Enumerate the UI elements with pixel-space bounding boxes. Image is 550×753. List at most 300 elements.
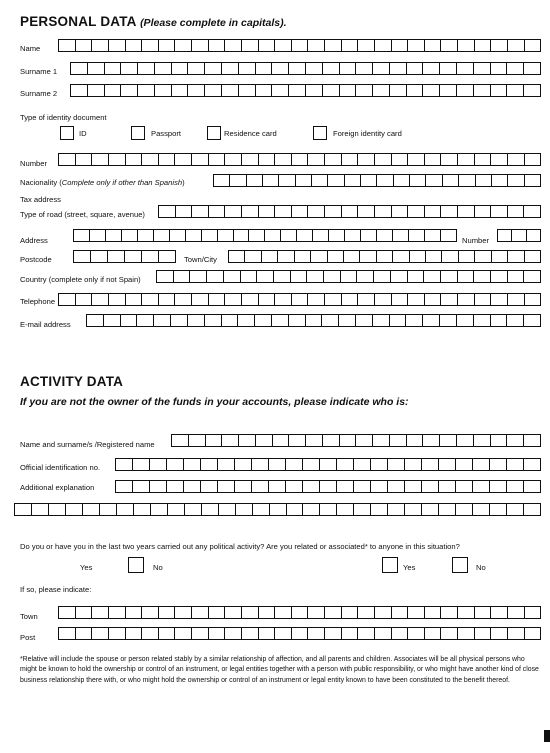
character-cell[interactable] (241, 39, 258, 52)
character-cell[interactable] (264, 229, 280, 242)
character-cell[interactable] (108, 627, 125, 640)
character-cell[interactable] (291, 293, 308, 306)
character-cell[interactable] (439, 434, 456, 447)
character-cell[interactable] (91, 606, 108, 619)
character-cell[interactable] (507, 250, 523, 263)
character-cell[interactable] (254, 314, 271, 327)
character-cell[interactable] (104, 62, 121, 75)
character-cell[interactable] (307, 153, 324, 166)
character-cell[interactable] (404, 480, 421, 493)
character-cell[interactable] (158, 153, 175, 166)
character-cell[interactable] (48, 503, 65, 516)
character-cell[interactable] (507, 627, 524, 640)
character-cell[interactable] (343, 250, 359, 263)
character-cell[interactable] (457, 270, 474, 283)
character-cell[interactable] (305, 84, 322, 97)
character-cell[interactable] (336, 503, 353, 516)
document-number-field[interactable] (58, 153, 541, 166)
character-cell[interactable] (489, 480, 506, 493)
character-cell[interactable] (241, 606, 258, 619)
character-cell[interactable] (223, 270, 240, 283)
character-cell[interactable] (507, 205, 524, 218)
character-cell[interactable] (204, 84, 221, 97)
character-cell[interactable] (238, 62, 255, 75)
character-cell[interactable] (107, 250, 124, 263)
character-cell[interactable] (73, 250, 90, 263)
character-cell[interactable] (125, 293, 142, 306)
character-cell[interactable] (425, 250, 441, 263)
character-cell[interactable] (158, 293, 175, 306)
character-cell[interactable] (268, 480, 285, 493)
character-cell[interactable] (87, 84, 104, 97)
character-cell[interactable] (473, 84, 490, 97)
character-cell[interactable] (296, 229, 312, 242)
character-cell[interactable] (274, 627, 291, 640)
character-cell[interactable] (457, 205, 474, 218)
character-cell[interactable] (338, 314, 355, 327)
owner-name-field[interactable] (171, 434, 541, 447)
character-cell[interactable] (440, 270, 457, 283)
character-cell[interactable] (372, 62, 389, 75)
character-cell[interactable] (241, 627, 258, 640)
character-cell[interactable] (70, 62, 87, 75)
character-cell[interactable] (387, 480, 404, 493)
character-cell[interactable] (524, 627, 542, 640)
character-cell[interactable] (473, 270, 490, 283)
character-cell[interactable] (125, 627, 142, 640)
character-cell[interactable] (404, 458, 421, 471)
character-cell[interactable] (392, 250, 408, 263)
character-cell[interactable] (474, 606, 491, 619)
character-cell[interactable] (376, 174, 392, 187)
character-cell[interactable] (370, 458, 387, 471)
character-cell[interactable] (174, 627, 191, 640)
character-cell[interactable] (185, 229, 201, 242)
character-cell[interactable] (324, 627, 341, 640)
character-cell[interactable] (234, 458, 251, 471)
character-cell[interactable] (506, 84, 523, 97)
character-cell[interactable] (115, 458, 132, 471)
character-cell[interactable] (376, 229, 392, 242)
character-cell[interactable] (58, 39, 75, 52)
character-cell[interactable] (221, 84, 238, 97)
character-cell[interactable] (290, 270, 307, 283)
character-cell[interactable] (455, 458, 472, 471)
character-cell[interactable] (174, 606, 191, 619)
character-cell[interactable] (457, 293, 474, 306)
character-cell[interactable] (137, 229, 153, 242)
character-cell[interactable] (324, 153, 341, 166)
character-cell[interactable] (389, 62, 406, 75)
character-cell[interactable] (357, 606, 374, 619)
character-cell[interactable] (277, 250, 293, 263)
character-cell[interactable] (271, 314, 288, 327)
character-cell[interactable] (302, 503, 319, 516)
character-cell[interactable] (422, 434, 439, 447)
character-cell[interactable] (241, 205, 258, 218)
character-cell[interactable] (218, 503, 235, 516)
character-cell[interactable] (200, 480, 217, 493)
character-cell[interactable] (406, 434, 423, 447)
character-cell[interactable] (167, 503, 184, 516)
character-cell[interactable] (103, 314, 120, 327)
character-cell[interactable] (490, 84, 507, 97)
character-cell[interactable] (184, 503, 201, 516)
character-cell[interactable] (424, 153, 441, 166)
character-cell[interactable] (312, 229, 328, 242)
character-cell[interactable] (442, 174, 458, 187)
character-cell[interactable] (457, 606, 474, 619)
character-cell[interactable] (355, 84, 372, 97)
character-cell[interactable] (288, 314, 305, 327)
character-cell[interactable] (387, 458, 404, 471)
character-cell[interactable] (285, 458, 302, 471)
town-city-field[interactable] (228, 250, 541, 263)
character-cell[interactable] (506, 314, 523, 327)
character-cell[interactable] (336, 458, 353, 471)
character-cell[interactable] (255, 84, 272, 97)
character-cell[interactable] (133, 503, 150, 516)
character-cell[interactable] (355, 62, 372, 75)
character-cell[interactable] (490, 39, 507, 52)
character-cell[interactable] (187, 84, 204, 97)
character-cell[interactable] (246, 174, 262, 187)
character-cell[interactable] (305, 434, 322, 447)
character-cell[interactable] (407, 270, 424, 283)
character-cell[interactable] (422, 314, 439, 327)
character-cell[interactable] (523, 84, 541, 97)
character-cell[interactable] (221, 62, 238, 75)
character-cell[interactable] (120, 314, 137, 327)
character-cell[interactable] (353, 458, 370, 471)
character-cell[interactable] (424, 205, 441, 218)
character-cell[interactable] (324, 205, 341, 218)
character-cell[interactable] (472, 503, 489, 516)
character-cell[interactable] (458, 174, 474, 187)
character-cell[interactable] (353, 503, 370, 516)
character-cell[interactable] (439, 62, 456, 75)
character-cell[interactable] (389, 434, 406, 447)
character-cell[interactable] (241, 293, 258, 306)
character-cell[interactable] (405, 314, 422, 327)
character-cell[interactable] (475, 174, 491, 187)
character-cell[interactable] (158, 39, 175, 52)
character-cell[interactable] (268, 458, 285, 471)
character-cell[interactable] (272, 434, 289, 447)
character-cell[interactable] (125, 606, 142, 619)
character-cell[interactable] (191, 293, 208, 306)
character-cell[interactable] (319, 480, 336, 493)
character-cell[interactable] (456, 84, 473, 97)
character-cell[interactable] (291, 205, 308, 218)
character-cell[interactable] (58, 153, 75, 166)
character-cell[interactable] (224, 205, 241, 218)
character-cell[interactable] (409, 174, 425, 187)
character-cell[interactable] (104, 84, 121, 97)
character-cell[interactable] (357, 153, 374, 166)
character-cell[interactable] (295, 174, 311, 187)
character-cell[interactable] (166, 480, 183, 493)
character-cell[interactable] (124, 250, 141, 263)
character-cell[interactable] (274, 293, 291, 306)
character-cell[interactable] (507, 174, 523, 187)
character-cell[interactable] (291, 627, 308, 640)
character-cell[interactable] (251, 458, 268, 471)
character-cell[interactable] (121, 229, 137, 242)
foreign-id-card-checkbox[interactable] (313, 126, 327, 140)
character-cell[interactable] (523, 205, 541, 218)
character-cell[interactable] (90, 250, 107, 263)
character-cell[interactable] (294, 250, 310, 263)
character-cell[interactable] (213, 174, 229, 187)
character-cell[interactable] (374, 627, 391, 640)
character-cell[interactable] (341, 293, 358, 306)
character-cell[interactable] (523, 314, 541, 327)
character-cell[interactable] (201, 229, 217, 242)
email-field[interactable] (86, 314, 541, 327)
character-cell[interactable] (344, 174, 360, 187)
residence-card-checkbox[interactable] (207, 126, 221, 140)
character-cell[interactable] (438, 458, 455, 471)
character-cell[interactable] (120, 84, 137, 97)
character-cell[interactable] (319, 458, 336, 471)
character-cell[interactable] (258, 627, 275, 640)
character-cell[interactable] (204, 62, 221, 75)
character-cell[interactable] (137, 62, 154, 75)
character-cell[interactable] (341, 606, 358, 619)
character-cell[interactable] (208, 205, 225, 218)
character-cell[interactable] (523, 62, 541, 75)
character-cell[interactable] (108, 39, 125, 52)
character-cell[interactable] (374, 293, 391, 306)
character-cell[interactable] (424, 627, 441, 640)
character-cell[interactable] (387, 503, 404, 516)
character-cell[interactable] (391, 627, 408, 640)
character-cell[interactable] (391, 293, 408, 306)
character-cell[interactable] (302, 458, 319, 471)
character-cell[interactable] (170, 314, 187, 327)
character-cell[interactable] (324, 39, 341, 52)
character-cell[interactable] (497, 229, 511, 242)
character-cell[interactable] (355, 314, 372, 327)
character-cell[interactable] (457, 153, 474, 166)
character-cell[interactable] (374, 153, 391, 166)
character-cell[interactable] (328, 229, 344, 242)
character-cell[interactable] (307, 293, 324, 306)
character-cell[interactable] (489, 458, 506, 471)
character-cell[interactable] (274, 39, 291, 52)
character-cell[interactable] (278, 174, 294, 187)
character-cell[interactable] (474, 627, 491, 640)
character-cell[interactable] (305, 314, 322, 327)
character-cell[interactable] (489, 503, 506, 516)
character-cell[interactable] (339, 434, 356, 447)
character-cell[interactable] (472, 458, 489, 471)
character-cell[interactable] (221, 434, 238, 447)
character-cell[interactable] (360, 229, 376, 242)
character-cell[interactable] (524, 606, 542, 619)
character-cell[interactable] (258, 205, 275, 218)
character-cell[interactable] (374, 205, 391, 218)
character-cell[interactable] (336, 480, 353, 493)
character-cell[interactable] (141, 153, 158, 166)
character-cell[interactable] (441, 250, 457, 263)
character-cell[interactable] (158, 627, 175, 640)
character-cell[interactable] (141, 627, 158, 640)
character-cell[interactable] (440, 229, 457, 242)
character-cell[interactable] (372, 84, 389, 97)
postcode-field[interactable] (73, 250, 176, 263)
character-cell[interactable] (291, 39, 308, 52)
character-cell[interactable] (424, 229, 440, 242)
character-cell[interactable] (524, 250, 541, 263)
character-cell[interactable] (288, 62, 305, 75)
country-field[interactable] (156, 270, 541, 283)
character-cell[interactable] (424, 606, 441, 619)
character-cell[interactable] (440, 39, 457, 52)
character-cell[interactable] (523, 458, 541, 471)
character-cell[interactable] (408, 229, 424, 242)
telephone-field[interactable] (58, 293, 541, 306)
character-cell[interactable] (150, 503, 167, 516)
character-cell[interactable] (322, 62, 339, 75)
character-cell[interactable] (421, 458, 438, 471)
character-cell[interactable] (191, 627, 208, 640)
character-cell[interactable] (158, 205, 175, 218)
character-cell[interactable] (340, 270, 357, 283)
character-cell[interactable] (474, 39, 491, 52)
character-cell[interactable] (189, 270, 206, 283)
character-cell[interactable] (156, 270, 173, 283)
town-field[interactable] (58, 606, 541, 619)
character-cell[interactable] (507, 39, 524, 52)
character-cell[interactable] (154, 62, 171, 75)
character-cell[interactable] (65, 503, 82, 516)
character-cell[interactable] (108, 293, 125, 306)
no-checkbox-related[interactable] (452, 557, 468, 573)
character-cell[interactable] (523, 503, 541, 516)
character-cell[interactable] (455, 480, 472, 493)
character-cell[interactable] (457, 627, 474, 640)
character-cell[interactable] (491, 250, 507, 263)
character-cell[interactable] (271, 84, 288, 97)
character-cell[interactable] (324, 606, 341, 619)
character-cell[interactable] (175, 205, 192, 218)
character-cell[interactable] (288, 434, 305, 447)
character-cell[interactable] (224, 606, 241, 619)
character-cell[interactable] (310, 250, 326, 263)
character-cell[interactable] (108, 606, 125, 619)
character-cell[interactable] (491, 174, 507, 187)
character-cell[interactable] (307, 606, 324, 619)
character-cell[interactable] (421, 503, 438, 516)
character-cell[interactable] (136, 314, 153, 327)
character-cell[interactable] (141, 250, 158, 263)
character-cell[interactable] (473, 314, 490, 327)
character-cell[interactable] (169, 229, 185, 242)
character-cell[interactable] (258, 153, 275, 166)
character-cell[interactable] (524, 293, 542, 306)
character-cell[interactable] (174, 153, 191, 166)
character-cell[interactable] (204, 314, 221, 327)
character-cell[interactable] (474, 250, 490, 263)
character-cell[interactable] (258, 606, 275, 619)
character-cell[interactable] (490, 270, 507, 283)
character-cell[interactable] (327, 174, 343, 187)
character-cell[interactable] (406, 84, 423, 97)
character-cell[interactable] (234, 480, 251, 493)
character-cell[interactable] (154, 84, 171, 97)
nationality-field[interactable] (213, 174, 541, 187)
character-cell[interactable] (166, 458, 183, 471)
character-cell[interactable] (274, 205, 291, 218)
character-cell[interactable] (235, 503, 252, 516)
character-cell[interactable] (373, 270, 390, 283)
character-cell[interactable] (389, 314, 406, 327)
character-cell[interactable] (307, 39, 324, 52)
character-cell[interactable] (458, 250, 474, 263)
character-cell[interactable] (171, 62, 188, 75)
character-cell[interactable] (404, 503, 421, 516)
character-cell[interactable] (355, 434, 372, 447)
character-cell[interactable] (422, 84, 439, 97)
character-cell[interactable] (327, 250, 343, 263)
character-cell[interactable] (490, 62, 507, 75)
character-cell[interactable] (324, 293, 341, 306)
character-cell[interactable] (523, 270, 541, 283)
character-cell[interactable] (125, 39, 142, 52)
character-cell[interactable] (75, 293, 92, 306)
character-cell[interactable] (407, 293, 424, 306)
character-cell[interactable] (490, 314, 507, 327)
character-cell[interactable] (241, 153, 258, 166)
character-cell[interactable] (424, 293, 441, 306)
character-cell[interactable] (187, 62, 204, 75)
character-cell[interactable] (360, 174, 376, 187)
character-cell[interactable] (82, 503, 99, 516)
character-cell[interactable] (440, 627, 457, 640)
character-cell[interactable] (221, 314, 238, 327)
character-cell[interactable] (58, 627, 75, 640)
character-cell[interactable] (456, 314, 473, 327)
character-cell[interactable] (262, 174, 278, 187)
character-cell[interactable] (191, 153, 208, 166)
character-cell[interactable] (89, 229, 105, 242)
character-cell[interactable] (455, 503, 472, 516)
character-cell[interactable] (171, 434, 188, 447)
character-cell[interactable] (141, 39, 158, 52)
character-cell[interactable] (288, 84, 305, 97)
character-cell[interactable] (274, 153, 291, 166)
character-cell[interactable] (439, 314, 456, 327)
character-cell[interactable] (141, 606, 158, 619)
character-cell[interactable] (255, 434, 272, 447)
character-cell[interactable] (357, 205, 374, 218)
character-cell[interactable] (376, 250, 392, 263)
character-cell[interactable] (524, 174, 541, 187)
character-cell[interactable] (224, 293, 241, 306)
character-cell[interactable] (115, 480, 132, 493)
character-cell[interactable] (439, 84, 456, 97)
character-cell[interactable] (217, 458, 234, 471)
character-cell[interactable] (256, 270, 273, 283)
character-cell[interactable] (409, 250, 425, 263)
character-cell[interactable] (233, 229, 249, 242)
character-cell[interactable] (132, 458, 149, 471)
character-cell[interactable] (390, 270, 407, 283)
character-cell[interactable] (353, 480, 370, 493)
character-cell[interactable] (357, 293, 374, 306)
